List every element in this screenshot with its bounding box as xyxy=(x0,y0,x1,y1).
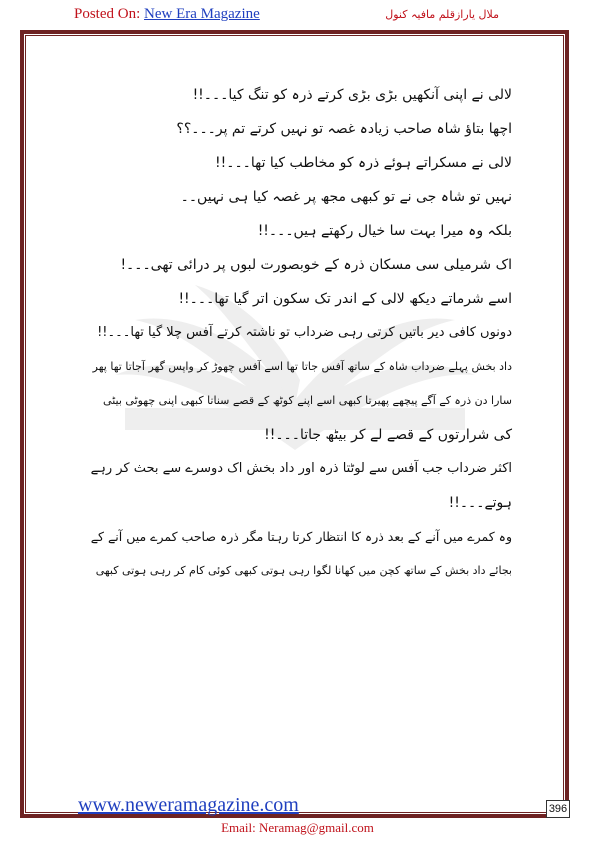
body-line: اسے شرماتے دیکھ لالی کے اندر تک سکون اتر گیا تھا۔۔۔!! xyxy=(178,291,512,307)
body-line: نہیں تو شاہ جی نے تو کبھی مجھ پر غصہ کیا ہی نہیں۔۔ xyxy=(180,189,512,205)
website-link[interactable]: www.neweramagazine.com xyxy=(78,794,299,816)
magazine-link[interactable]: New Era Magazine xyxy=(144,6,260,22)
page-number: 396 xyxy=(546,800,570,818)
body-line: اک شرمیلی سی مسکان ذرہ کے خوبصورت لبوں پر درائی تھی۔۔۔! xyxy=(120,257,512,273)
body-line: اچھا بتاؤ شاہ صاحب زیادہ غصہ تو نہیں کرتے تم پر۔۔۔؟؟ xyxy=(176,121,512,137)
body-line: داد بخش پہلے ضرداب شاہ کے ساتھ آفس جاتا تھا اسے آفس چھوڑ کر واپس گھر آجاتا تھا پھر xyxy=(92,360,512,373)
email-line: Email: Neramag@gmail.com xyxy=(221,820,374,835)
article-body xyxy=(92,78,512,588)
body-line: بلکہ وہ میرا بہت سا خیال رکھتے ہیں۔۔۔!! xyxy=(257,223,512,239)
body-line: اکثر ضرداب جب آفس سے لوٹتا ذرہ اور داد بخش اک دوسرے سے بحث کر رہے xyxy=(90,461,512,476)
posted-on-line xyxy=(74,6,260,23)
body-line: کی شرارتوں کے قصے لے کر بیٹھ جاتا۔۔۔!! xyxy=(264,427,512,443)
body-line: دونوں کافی دیر باتیں کرتی رہی ضرداب تو ناشتہ کرتے آفس چلا گیا تھا۔۔۔!! xyxy=(97,325,512,340)
body-line: وہ کمرے میں آنے کے بعد ذرہ کا انتظار کرتا رہتا مگر ذرہ صاحب کمرے میں آنے کے xyxy=(90,529,512,544)
page-header xyxy=(0,6,595,28)
body-line: لالی نے مسکراتے ہوئے ذرہ کو مخاطب کیا تھا۔۔۔!! xyxy=(215,155,512,171)
body-line: ہوتے۔۔۔!! xyxy=(448,495,512,511)
body-line: بجائے داد بخش کے ساتھ کچن میں کھانا لگوا رہی ہوتی کبھی کوئی کام کر رہی ہوتی کبھی xyxy=(95,564,512,577)
body-line: سارا دن ذرہ کے آگے پیچھے پھیرتا کبھی اسے اپنے کوٹھ کے قصے سناتا کبھی اپنی چھوٹی بیٹی xyxy=(103,394,512,407)
author-credit: ملال یارازقلم مافیہ کنول xyxy=(385,8,499,21)
posted-on-label: Posted On: xyxy=(74,6,141,22)
body-line: لالی نے اپنی آنکھیں بڑی بڑی کرتے ذرہ کو تنگ کیا۔۔۔!! xyxy=(192,87,512,103)
